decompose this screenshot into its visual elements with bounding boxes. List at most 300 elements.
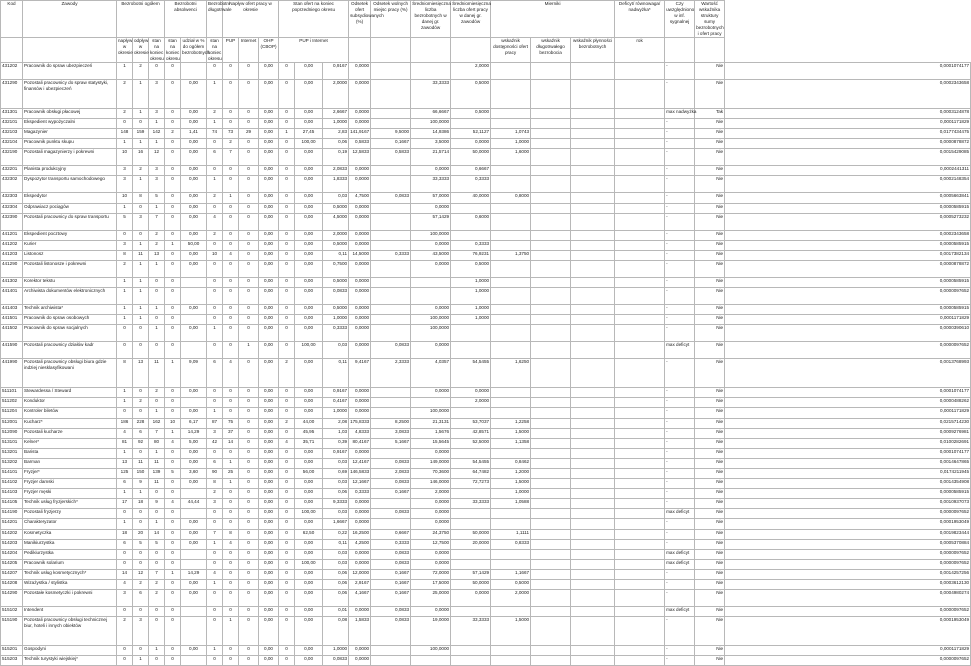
cell-value: 9 [133,479,149,489]
table-row [1,607,971,617]
cell-kod: 515201 [1,646,23,656]
table-row [1,129,971,139]
cell-value: 2,0000 [411,489,451,499]
cell-value [531,325,571,342]
cell-value: 0 [207,656,223,666]
cell-value: 9,5000 [371,129,411,139]
cell-value: 3 [207,499,223,509]
cell-zawod: Pozostałe kosmetyczki i pokrewni [23,590,117,607]
cell-value [531,342,571,359]
cell-value: 0,00 [259,203,279,213]
cell-value [571,617,615,646]
cell-value: 0,0015429085 [725,149,971,166]
cell-value: 0,0000 [349,260,371,277]
cell-value: 4,1667 [349,590,371,607]
cell-value: 0 [165,549,181,559]
cell-value [181,288,207,305]
cell-value: 0,5000 [491,580,531,590]
cell-value: 0 [279,166,295,176]
cell-value: - [665,315,695,325]
cell-value: 0 [239,617,259,646]
cell-value: 2,6667 [323,109,349,119]
cell-value: 0,0000 [411,519,451,529]
cell-value: 0 [133,119,149,129]
cell-value: 2,0000 [323,230,349,240]
cell-value: 0 [239,607,259,617]
cell-value: 76,9231 [451,250,491,260]
cell-value: 33,3333 [411,176,451,193]
cell-kod: 432302 [1,176,23,193]
cell-value: 8 [207,479,223,489]
cell-value: 0,00 [181,539,207,549]
cell-value: 0 [165,213,181,230]
cell-kod: 514204 [1,549,23,559]
cell-zawod: Pracownik obsługi płacowej [23,109,117,119]
cell-value: Nie [695,607,725,617]
cell-value: 0 [279,193,295,203]
cell-value: 0,00 [259,656,279,666]
cell-value: 0,0017382134 [725,250,971,260]
cell-value: 0,0000097652 [725,288,971,305]
table-row [1,519,971,529]
table-row [1,580,971,590]
cell-value: 6 [207,359,223,388]
cell-value: 0,0215714230 [725,418,971,428]
cell-value: 0,00 [259,489,279,499]
cell-value [451,448,491,458]
cell-kod: 441302 [1,277,23,287]
cell-value: 1 [223,479,239,489]
cell-value: Nie [695,499,725,509]
cell-value [531,646,571,656]
cell-value [491,288,531,305]
header-wartosc-wskaznika: Wartość wskaźnika struktury sumy bezrobotnych i ofert pracy [696,1,724,36]
cell-value: 0 [165,260,181,277]
cell-zawod: Pozostali magazynierzy i pokrewni [23,149,117,166]
cell-value: 0 [223,119,239,129]
cell-value [571,342,615,359]
cell-value: 0,00 [259,388,279,398]
cell-value [571,418,615,428]
cell-value: Nie [695,428,725,438]
cell-value: - [665,646,695,656]
cell-value: 0,00 [295,539,323,549]
cell-value: 0 [165,203,181,213]
cell-value: 0,08 [323,617,349,646]
cell-value: - [665,529,695,539]
cell-value: 0 [165,617,181,646]
cell-value [571,359,615,388]
cell-value: Nie [695,539,725,549]
cell-value: 149,0000 [411,458,451,468]
cell-value: 1 [149,260,165,277]
cell-value: Nie [695,569,725,579]
cell-value: 0 [165,489,181,499]
cell-value: 11 [149,479,165,489]
cell-value: 0 [279,63,295,80]
cell-value [531,109,571,119]
cell-value: - [665,250,695,260]
cell-value: 0,00 [295,240,323,250]
cell-value: 15,5645 [411,438,451,448]
cell-zawod: Ekspedient pocztowy [23,230,117,240]
cell-value: 52,5000 [451,438,491,448]
cell-value: 0,0000 [349,119,371,129]
cell-value: 0,0000 [349,646,371,656]
cell-value: 0,00 [295,499,323,509]
cell-value: 0 [239,468,259,478]
cell-value: 50,0000 [451,149,491,166]
cell-value [491,549,531,559]
cell-value: 0 [117,119,133,129]
cell-value [615,499,665,509]
cell-value: 0,00 [295,408,323,418]
cell-kod: 515203 [1,656,23,666]
cell-value [531,119,571,129]
cell-zawod: Planista produkcyjny [23,166,117,176]
cell-value: 0 [239,569,259,579]
cell-value: 0 [133,342,149,359]
cell-value [571,509,615,519]
sub-naplyw: napływ w okresie [117,38,133,63]
cell-value: 0,0000097652 [725,549,971,559]
cell-value: 0,00 [259,250,279,260]
cell-value: 0 [279,489,295,499]
cell-value: 0 [149,63,165,80]
cell-value: 1,0000 [451,305,491,315]
cell-value: 1 [207,646,223,656]
cell-zawod: Pozostali pracownicy do spraw transportu [23,213,117,230]
cell-value: Nie [695,519,725,529]
cell-value [491,315,531,325]
cell-value: 10 [117,193,133,203]
cell-value: 0,0000 [411,388,451,398]
cell-value: 0 [279,646,295,656]
cell-value: 13 [117,458,133,468]
cell-value: 0 [223,80,239,109]
cell-value: Nie [695,119,725,129]
cell-value [571,305,615,315]
cell-value: 0 [165,230,181,240]
cell-value [371,166,411,176]
cell-value: 0 [165,448,181,458]
cell-value [615,617,665,646]
cell-value: 0 [239,428,259,438]
table-row [1,529,971,539]
cell-value: 80 [149,438,165,448]
header-mierniki: Mierniki [491,1,615,38]
cell-value [451,559,491,569]
cell-value: 0,00 [295,458,323,468]
cell-value: 0 [133,388,149,398]
cell-value: max deficyt [665,509,695,519]
cell-value: 0 [165,288,181,305]
table-row [1,277,971,287]
cell-value: 3 [133,213,149,230]
cell-value: 0,3333 [371,539,411,549]
table-row [1,438,971,448]
cell-value: 0,0000488262 [725,398,971,408]
cell-value: - [665,590,695,607]
cell-value: 0 [223,607,239,617]
cell-value [491,203,531,213]
cell-kod: 511204 [1,408,23,418]
cell-value [531,499,571,509]
table-row [1,499,971,509]
cell-value: 1 [117,388,133,398]
cell-value: 0,0000097652 [725,342,971,359]
header-deficyt: Deficyt/ równowaga/ nadwyżka* [615,1,665,38]
table-row [1,342,971,359]
cell-value: 0 [133,519,149,529]
cell-value [615,489,665,499]
cell-value: 1 [149,448,165,458]
cell-value: 6 [117,479,133,489]
cell-value: 2 [165,129,181,139]
cell-value: - [665,388,695,398]
cell-value: 5 [149,539,165,549]
cell-value: 0,0833 [371,342,411,359]
cell-value: 0,0001074177 [725,388,971,398]
cell-value: 62,50 [295,529,323,539]
cell-value [531,203,571,213]
table-row [1,590,971,607]
cell-value: 0 [239,418,259,428]
cell-value: 0,00 [295,288,323,305]
cell-value: - [665,408,695,418]
table-row [1,240,971,250]
cell-value: 0 [165,109,181,119]
header-absolwenci: Bezrobotni absolwenci [165,1,207,38]
cell-value: 0,03 [323,458,349,468]
cell-value: 12 [133,569,149,579]
cell-value: Nie [695,418,725,428]
cell-value: 3 [133,617,149,646]
cell-value: 0,0000 [411,607,451,617]
cell-value [371,288,411,305]
cell-value: 1 [149,119,165,129]
cell-value [571,479,615,489]
cell-value: 0 [279,250,295,260]
cell-value: 0,0000 [349,63,371,80]
cell-value: 25,0000 [411,590,451,607]
cell-value: 0 [223,580,239,590]
cell-value: 16,2500 [349,529,371,539]
cell-value: 0,00 [295,149,323,166]
cell-value [181,315,207,325]
cell-value: 0,00 [295,250,323,260]
cell-value: 0,0001171829 [725,646,971,656]
cell-value: 1 [149,203,165,213]
cell-value [571,277,615,287]
cell-kod: 441203 [1,250,23,260]
cell-value: 0,00 [181,149,207,166]
cell-value: 0,03 [323,479,349,489]
cell-value: 0 [223,448,239,458]
cell-value: Nie [695,388,725,398]
cell-kod: 432104 [1,139,23,149]
cell-value [181,489,207,499]
cell-value: 66,6667 [411,109,451,119]
cell-value: 1 [223,193,239,203]
cell-value: Nie [695,80,725,109]
cell-value: 0 [279,176,295,193]
cell-value [371,63,411,80]
cell-value [491,80,531,109]
cell-value: 1,1667 [491,569,531,579]
cell-value: 0,00 [295,398,323,408]
sub-dostepnosc: wskaźnik dostępności ofert pracy [491,38,531,63]
cell-value [531,468,571,478]
cell-value: 0 [223,230,239,240]
cell-value: 0 [279,656,295,666]
cell-value: - [665,63,695,80]
cell-value: 0,9167 [323,448,349,458]
cell-value: 0,00 [295,277,323,287]
cell-zawod: Gospodyni [23,646,117,656]
cell-value [615,607,665,617]
cell-value: 0 [223,388,239,398]
cell-value: 0 [207,315,223,325]
sub-plynnosc: wskaźnik płynności bezrobotnych [571,38,615,63]
cell-value: 0 [207,342,223,359]
cell-value: 0 [279,305,295,315]
table-row [1,569,971,579]
cell-value: 0,00 [259,230,279,240]
cell-value: 0,0000 [349,607,371,617]
cell-value: 1 [117,519,133,529]
cell-value: 0 [239,499,259,509]
cell-kod: 441502 [1,325,23,342]
cell-value: 21,5714 [411,149,451,166]
cell-kod: 514102 [1,479,23,489]
cell-value [531,656,571,666]
cell-value [451,230,491,240]
cell-value: 1,0000 [451,277,491,287]
cell-value: Nie [695,129,725,139]
cell-value [615,193,665,203]
cell-value: 0 [223,549,239,559]
cell-value [531,617,571,646]
cell-value [615,277,665,287]
cell-value: 0,3333 [451,176,491,193]
cell-value: 0 [279,230,295,240]
cell-value: 0 [223,559,239,569]
cell-value: 1,03 [323,428,349,438]
cell-value [491,448,531,458]
cell-zawod: Kosmetyczka [23,529,117,539]
cell-value: 0 [207,617,223,646]
cell-value: - [665,479,695,489]
cell-value: 0,00 [181,305,207,315]
cell-value [531,230,571,240]
table-row [1,468,971,478]
sub-pup-internet: PUP i Internet [279,38,349,63]
cell-value: 0,00 [181,408,207,418]
cell-kod: 514203 [1,539,23,549]
cell-value: 0 [165,646,181,656]
cell-value [531,580,571,590]
cell-value: 0,0000 [349,398,371,408]
cell-value: 100,00 [295,342,323,359]
cell-value: 14,5000 [349,250,371,260]
cell-value: 0,00 [181,388,207,398]
cell-value: 0 [165,580,181,590]
table-row [1,139,971,149]
cell-value [531,458,571,468]
cell-kod: 441202 [1,240,23,250]
cell-value [451,342,491,359]
table-row [1,388,971,398]
cell-value: 1,5000 [491,617,531,646]
cell-value: 0,00 [259,448,279,458]
cell-value: - [665,213,695,230]
cell-value: 0,0000 [349,230,371,240]
cell-value: 10 [165,418,181,428]
cell-value: 14 [149,529,165,539]
cell-value: 0,00 [295,549,323,559]
cell-value: 0,00 [295,109,323,119]
sub-stan-dlugotrwale: stan na koniec okresu [208,38,222,61]
cell-kod: 432101 [1,119,23,129]
cell-value: 0 [279,509,295,519]
cell-value: 0 [149,549,165,559]
cell-value [531,418,571,428]
cell-value [451,607,491,617]
cell-value [531,277,571,287]
cell-value: 0,0002343658 [725,230,971,240]
cell-value: 8,2500 [371,418,411,428]
cell-value [451,656,491,666]
cell-value: 5,1667 [371,438,411,448]
cell-value: 3,60 [181,468,207,478]
cell-value: 0 [207,277,223,287]
cell-value: 0,06 [323,489,349,499]
cell-value [531,519,571,529]
cell-value: 0 [133,203,149,213]
cell-value: - [665,203,695,213]
cell-value: 0,00 [259,119,279,129]
cell-zawod: Wizażystka / stylistka [23,580,117,590]
cell-zawod: Listonosz [23,250,117,260]
cell-value: 0,0010937073 [725,499,971,509]
cell-value: Nie [695,489,725,499]
cell-value: 0 [239,203,259,213]
cell-kod: 514290 [1,590,23,607]
cell-value: Nie [695,448,725,458]
cell-value: 0 [207,288,223,305]
cell-value: 0,0000 [349,509,371,519]
cell-zawod: Pozostali listonosze i pokrewni [23,260,117,277]
cell-value [371,260,411,277]
cell-value: 2,0000 [451,63,491,80]
cell-value: 72,0000 [411,569,451,579]
cell-value: 1 [133,315,149,325]
cell-value: 0 [117,607,133,617]
cell-value: 0,0005273232 [725,213,971,230]
cell-value [571,388,615,398]
cell-zawod: Dyspozytor transportu samochodowego [23,176,117,193]
cell-zawod: Pedikiurzystka [23,549,117,559]
cell-value: 0,00 [295,325,323,342]
cell-value [181,656,207,666]
cell-value [615,230,665,240]
cell-value [571,580,615,590]
cell-value: 0,00 [259,149,279,166]
cell-value: 100,0000 [411,119,451,129]
cell-value: 0 [279,240,295,250]
cell-value: Nie [695,325,725,342]
